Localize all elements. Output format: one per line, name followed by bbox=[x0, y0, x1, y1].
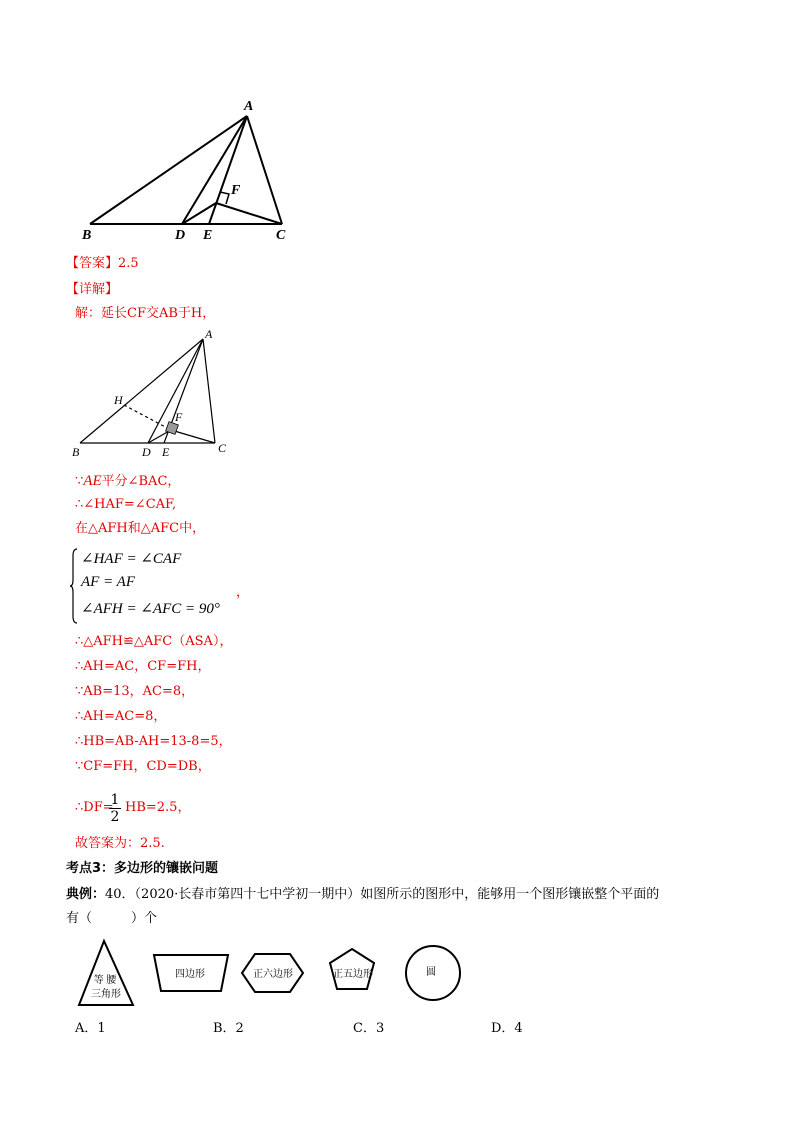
label-B: B bbox=[82, 228, 92, 242]
step-1 bbox=[75, 473, 180, 490]
step-7: ∴AH=AC=8， bbox=[75, 709, 167, 724]
step-9: ∵CF=FH，CD=DB， bbox=[75, 759, 211, 774]
example-line-1 bbox=[66, 887, 659, 903]
step-5: ∴AH=AC，CF=FH， bbox=[75, 659, 211, 674]
option-c[interactable]: C．3 bbox=[353, 1021, 385, 1036]
solution-intro: 解：延长CF交AB于H， bbox=[75, 306, 216, 321]
step-11: 故答案为：2.5. bbox=[75, 836, 165, 851]
step-1-suffix: 平分∠BAC， bbox=[101, 474, 181, 489]
hexagon-label: 正六边形 bbox=[253, 969, 293, 980]
example-line-2: 有（ ）个 bbox=[66, 911, 158, 926]
label-D: D bbox=[175, 228, 186, 242]
example-text: 40．（2020·长春市第四十七中学初一期中）如图所示的图形中，能够用一个图形镶嵌整个平面的 bbox=[105, 887, 660, 902]
option-a[interactable]: A．1 bbox=[75, 1021, 106, 1036]
triangle-label-2: 三角形 bbox=[91, 989, 121, 1000]
label-C: C bbox=[218, 441, 227, 455]
figure-2-triangle bbox=[68, 326, 238, 462]
label-B: B bbox=[72, 445, 80, 459]
fraction-denominator: 2 bbox=[110, 809, 120, 825]
label-E: E bbox=[162, 445, 170, 459]
option-d[interactable]: D．4 bbox=[491, 1021, 523, 1036]
section-title: 考点3：多边形的镶嵌问题 bbox=[66, 861, 219, 876]
step-2: ∴∠HAF=∠CAF, bbox=[75, 497, 177, 512]
step-4: ∴△AFH≌△AFC（ASA）， bbox=[75, 634, 233, 649]
system-line-3: ∠AFH = ∠AFC = 90° bbox=[81, 601, 220, 617]
system-line-2: AF = AF bbox=[81, 574, 136, 590]
label-A: A bbox=[244, 99, 254, 114]
pentagon-label: 正五边形 bbox=[333, 969, 373, 980]
figure-1-triangle bbox=[78, 96, 298, 242]
label-C: C bbox=[276, 228, 286, 242]
label-A: A bbox=[205, 327, 213, 341]
quad-label: 四边形 bbox=[175, 969, 205, 980]
step-10-suffix: HB=2.5， bbox=[125, 800, 191, 815]
fraction-one-half bbox=[109, 792, 121, 825]
step-3: 在△AFH和△AFC中， bbox=[75, 521, 206, 536]
shapes-row bbox=[72, 933, 472, 1011]
option-b[interactable]: B．2 bbox=[213, 1021, 244, 1036]
triangle-label-1: 等 腰 bbox=[93, 975, 117, 986]
circle-label: 圆 bbox=[426, 967, 436, 978]
label-D: D bbox=[142, 445, 151, 459]
step-6: ∵AB=13，AC=8， bbox=[75, 684, 195, 699]
step-1-math: AE bbox=[83, 473, 102, 489]
answer-line: 【答案】2.5 bbox=[66, 256, 139, 271]
label-F: F bbox=[175, 410, 183, 424]
step-1-prefix: ∵ bbox=[75, 474, 84, 489]
label-F: F bbox=[231, 183, 241, 198]
label-H: H bbox=[114, 393, 123, 407]
detail-label: 【详解】 bbox=[66, 282, 119, 297]
fraction-numerator: 1 bbox=[110, 792, 120, 808]
example-label: 典例： bbox=[66, 887, 106, 902]
label-E: E bbox=[203, 228, 213, 242]
step-8: ∴HB=AB-AH=13-8=5， bbox=[75, 734, 232, 749]
system-brace bbox=[70, 548, 78, 624]
system-comma: ， bbox=[236, 585, 250, 600]
system-line-1: ∠HAF = ∠CAF bbox=[81, 551, 182, 567]
step-10-prefix: ∴DF= bbox=[75, 800, 114, 815]
